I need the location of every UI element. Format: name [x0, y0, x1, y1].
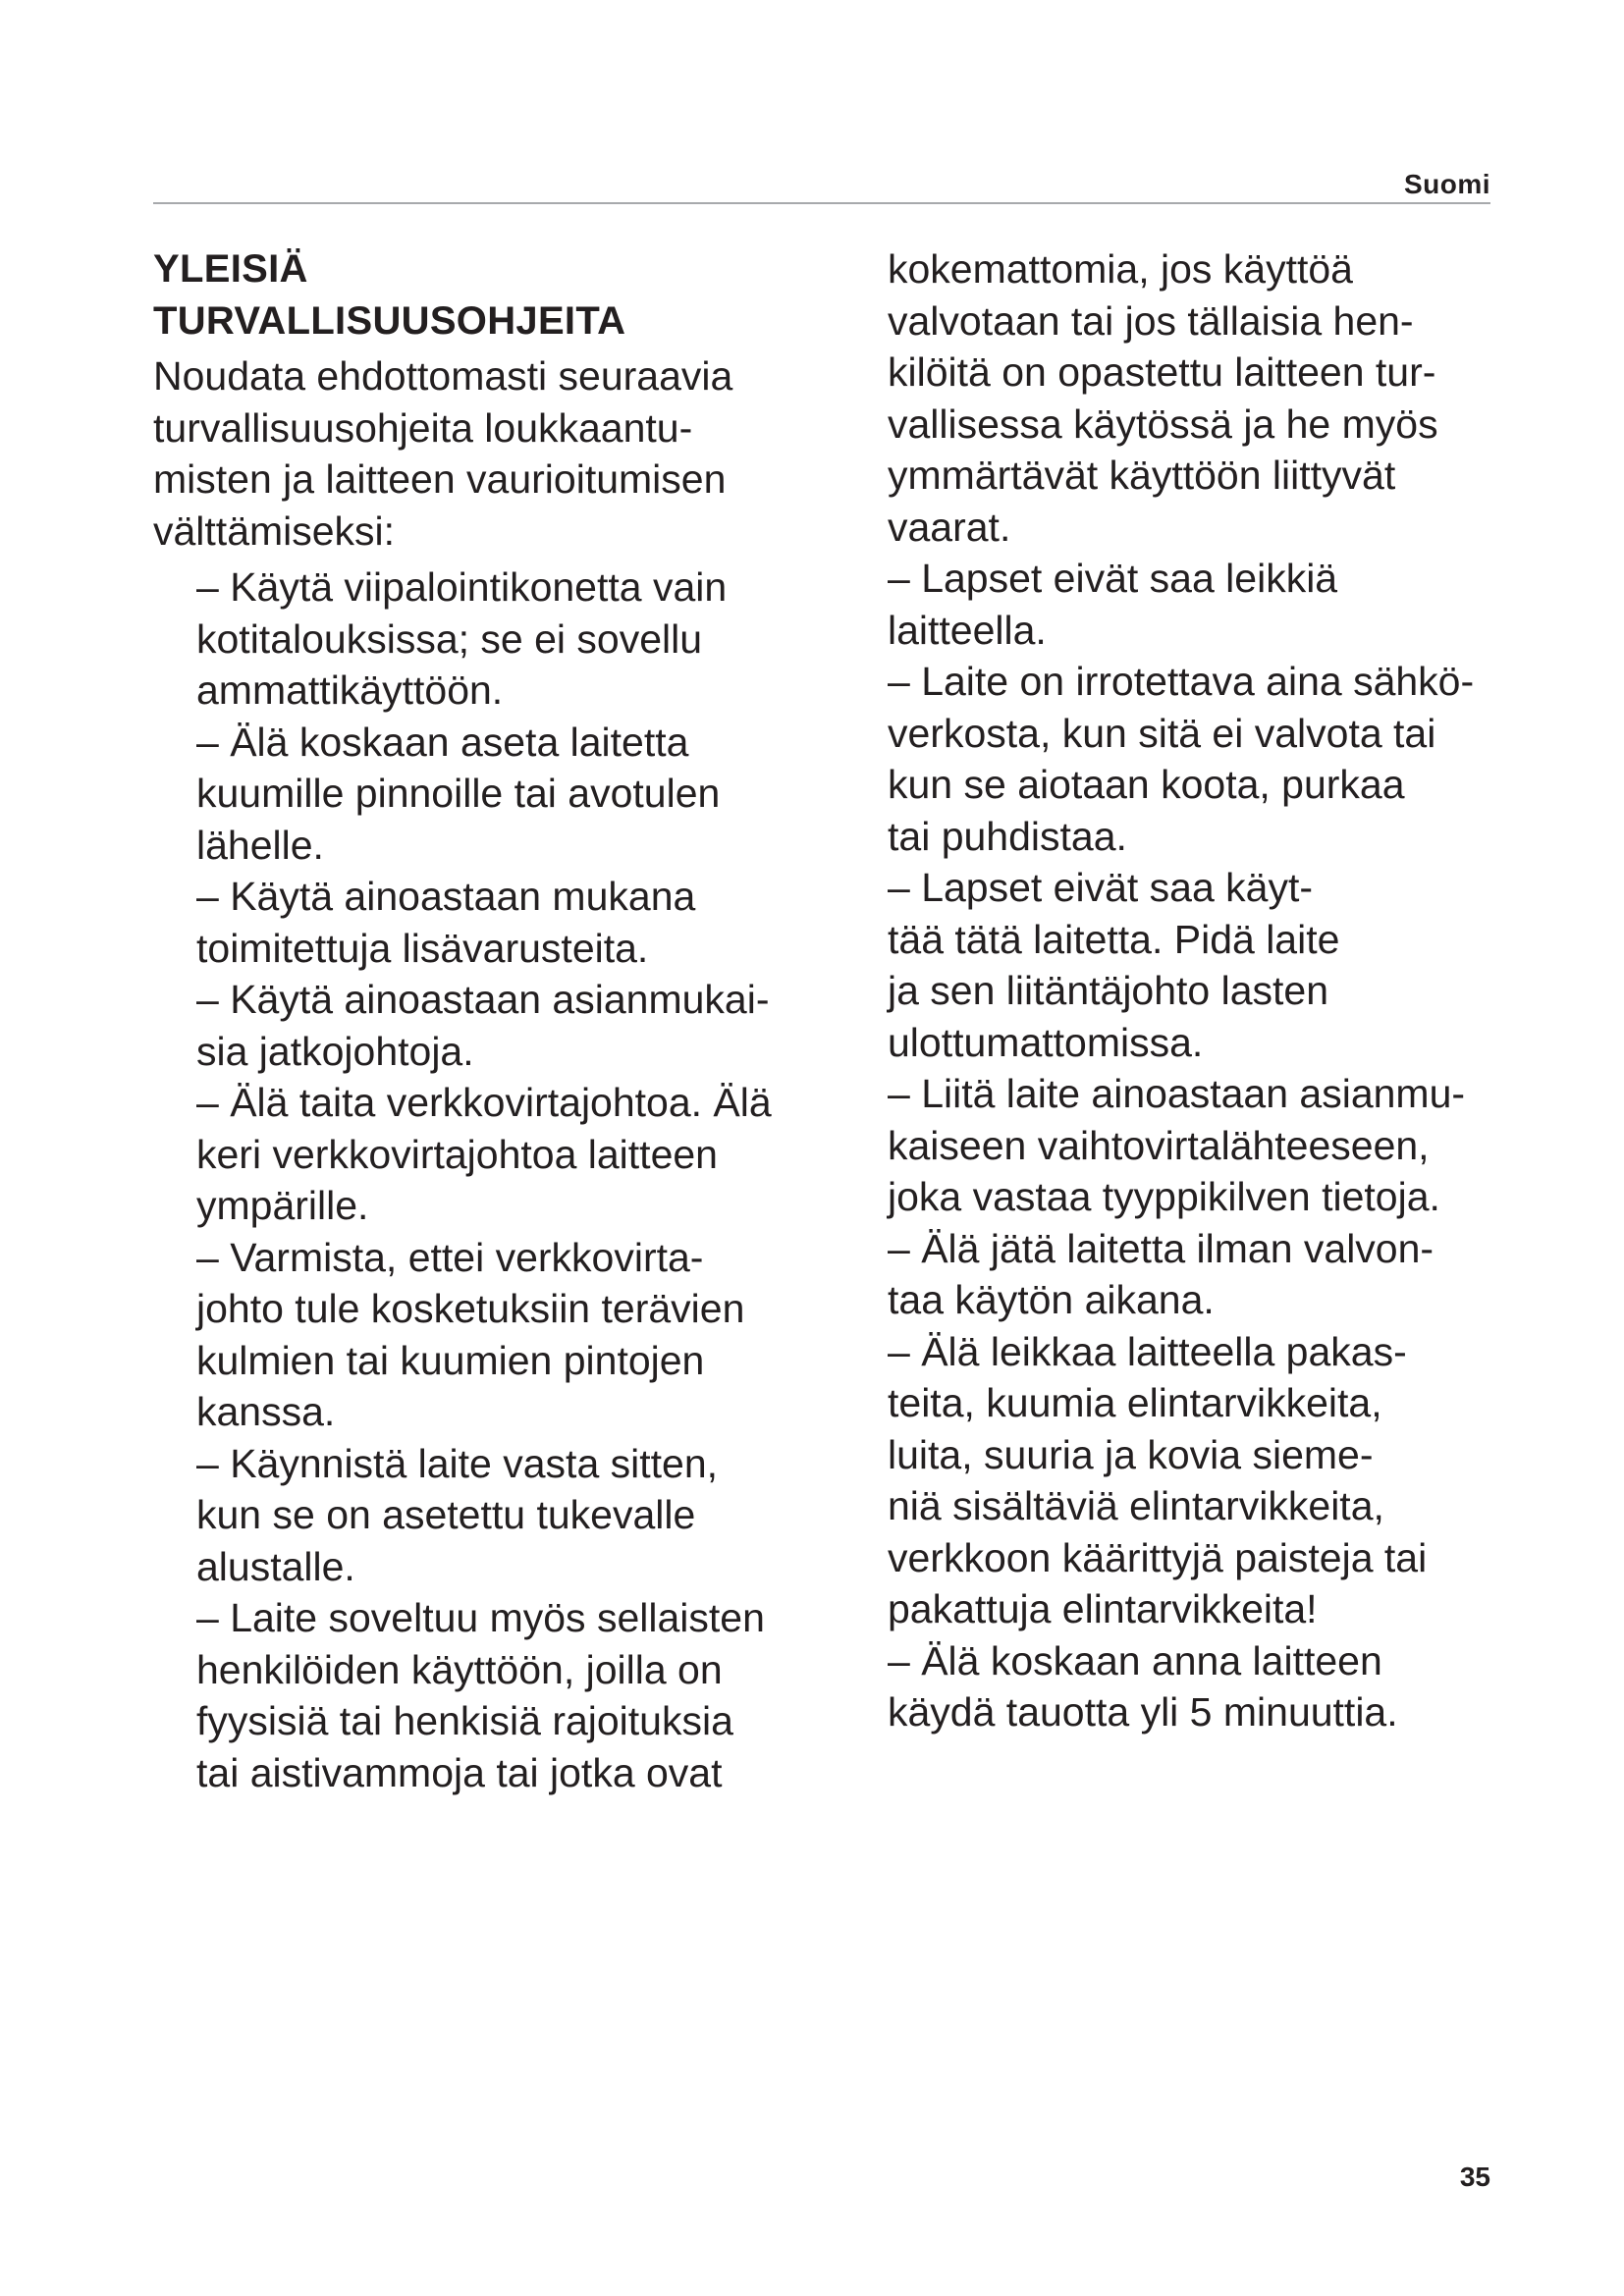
instruction-line: taa käytön aikana. — [888, 1277, 1215, 1322]
safety-instruction — [888, 553, 1526, 656]
left-column — [153, 243, 831, 1798]
instruction-line: kilöitä on opastettu laitteen tur- — [888, 349, 1436, 395]
instruction-line: käydä tauotta yli 5 minuuttia. — [888, 1689, 1398, 1735]
header-language-label: Suomi — [1403, 169, 1490, 199]
instruction-line: joka vastaa tyyppikilven tietoja. — [888, 1174, 1440, 1219]
instruction-line: – Älä koskaan aseta laitetta — [196, 719, 689, 765]
instruction-line: – Käytä viipalointikonetta vain — [196, 564, 728, 610]
instruction-line: alustalle. — [196, 1543, 355, 1589]
safety-instruction — [196, 974, 831, 1077]
instruction-line: ympärille. — [196, 1183, 369, 1228]
safety-instruction — [196, 1077, 831, 1232]
instruction-line: tää tätä laitetta. Pidä laite — [888, 916, 1340, 962]
safety-instruction — [888, 1635, 1526, 1738]
safety-instruction — [888, 656, 1526, 862]
safety-instruction — [888, 1068, 1526, 1223]
instruction-line: sia jatkojohtoja. — [196, 1028, 474, 1074]
safety-instruction — [888, 243, 1526, 553]
instruction-line: – Lapset eivät saa leikkiä — [888, 556, 1338, 601]
instruction-line: kanssa. — [196, 1389, 336, 1434]
safety-instruction — [888, 1223, 1526, 1326]
safety-instruction — [196, 1438, 831, 1593]
right-column — [888, 243, 1526, 1738]
intro-line: misten ja laitteen vaurioitumisen — [153, 456, 727, 502]
instruction-line: – Varmista, ettei verkkovirta- — [196, 1234, 704, 1280]
instruction-line: verkosta, kun sitä ei valvota tai — [888, 710, 1436, 756]
instruction-line: kulmien tai kuumien pintojen — [196, 1337, 705, 1383]
instruction-line: ulottumattomissa. — [888, 1019, 1204, 1065]
instruction-line: niä sisältäviä elintarvikkeita, — [888, 1483, 1384, 1528]
intro-paragraph — [153, 350, 831, 557]
instruction-line: – Käytä ainoastaan asianmukai- — [196, 977, 770, 1022]
instruction-line: – Älä jätä laitetta ilman valvon- — [888, 1225, 1435, 1271]
instruction-line: – Älä koskaan anna laitteen — [888, 1637, 1382, 1683]
instruction-line: vaarat. — [888, 504, 1011, 550]
instruction-line: – Lapset eivät saa käyt- — [888, 865, 1314, 910]
instruction-line: fyysisiä tai henkisiä rajoituksia — [196, 1698, 733, 1743]
safety-instruction — [888, 1326, 1526, 1635]
instruction-line: johto tule kosketuksiin terävien — [196, 1286, 745, 1331]
instruction-line: kun se on asetettu tukevalle — [196, 1492, 696, 1537]
instruction-line: kaiseen vaihtovirtalähteeseen, — [888, 1122, 1430, 1168]
instruction-line: tai puhdistaa. — [888, 813, 1127, 859]
page-number: 35 — [1459, 2162, 1490, 2192]
safety-instruction — [196, 871, 831, 974]
instruction-line: pakattuja elintarvikkeita! — [888, 1586, 1318, 1631]
left-bullet-list — [153, 561, 831, 1798]
instruction-line: – Käytä ainoastaan mukana — [196, 874, 696, 919]
header-divider — [153, 202, 1490, 204]
intro-line: välttämiseksi: — [153, 507, 396, 554]
heading-line: YLEISIÄ — [153, 247, 308, 291]
instruction-line: kokemattomia, jos käyttöä — [888, 246, 1353, 292]
intro-line: Noudata ehdottomasti seuraavia — [153, 353, 733, 399]
instruction-line: ammattikäyttöön. — [196, 667, 504, 713]
instruction-line: teita, kuumia elintarvikkeita, — [888, 1380, 1382, 1425]
safety-instruction — [196, 561, 831, 717]
instruction-line: – Älä taita verkkovirtajohtoa. Älä — [196, 1080, 772, 1125]
instruction-line: kotitalouksissa; se ei sovellu — [196, 615, 703, 662]
intro-line: turvallisuusohjeita loukkaantu- — [153, 404, 693, 451]
instruction-line: vallisessa käytössä ja he myös — [888, 400, 1438, 447]
instruction-line: kuumille pinnoille tai avotulen — [196, 771, 721, 816]
safety-instruction — [888, 862, 1526, 1068]
instruction-line: – Käynnistä laite vasta sitten, — [196, 1440, 719, 1486]
instruction-line: – Älä leikkaa laitteella pakas- — [888, 1328, 1407, 1374]
instruction-line: – Laite on irrotettava aina sähkö- — [888, 659, 1475, 704]
instruction-line: toimitettuja lisävarusteita. — [196, 925, 649, 971]
instruction-line: kun se aiotaan koota, purkaa — [888, 762, 1405, 807]
instruction-line: lähelle. — [196, 822, 324, 868]
instruction-line: luita, suuria ja kovia sieme- — [888, 1431, 1374, 1477]
instruction-line: keri verkkovirtajohtoa laitteen — [196, 1131, 718, 1177]
safety-instruction — [196, 1592, 831, 1798]
section-heading — [153, 243, 831, 347]
instruction-line: laitteella. — [888, 607, 1047, 653]
instruction-line: verkkoon käärittyjä paisteja tai — [888, 1534, 1428, 1580]
instruction-line: henkilöiden käyttöön, joilla on — [196, 1646, 723, 1692]
instruction-line: ymmärtävät käyttöön liittyvät — [888, 453, 1396, 498]
safety-instruction — [196, 1232, 831, 1438]
instruction-line: – Liitä laite ainoastaan asianmu- — [888, 1071, 1466, 1116]
instruction-line: ja sen liitäntäjohto lasten — [888, 968, 1329, 1013]
safety-instruction — [196, 717, 831, 872]
instruction-line: tai aistivammoja tai jotka ovat — [196, 1749, 723, 1795]
heading-line: TURVALLISUUSOHJEITA — [153, 298, 626, 343]
instruction-line: – Laite soveltuu myös sellaisten — [196, 1595, 765, 1640]
instruction-line: valvotaan tai jos tällaisia hen- — [888, 297, 1414, 344]
